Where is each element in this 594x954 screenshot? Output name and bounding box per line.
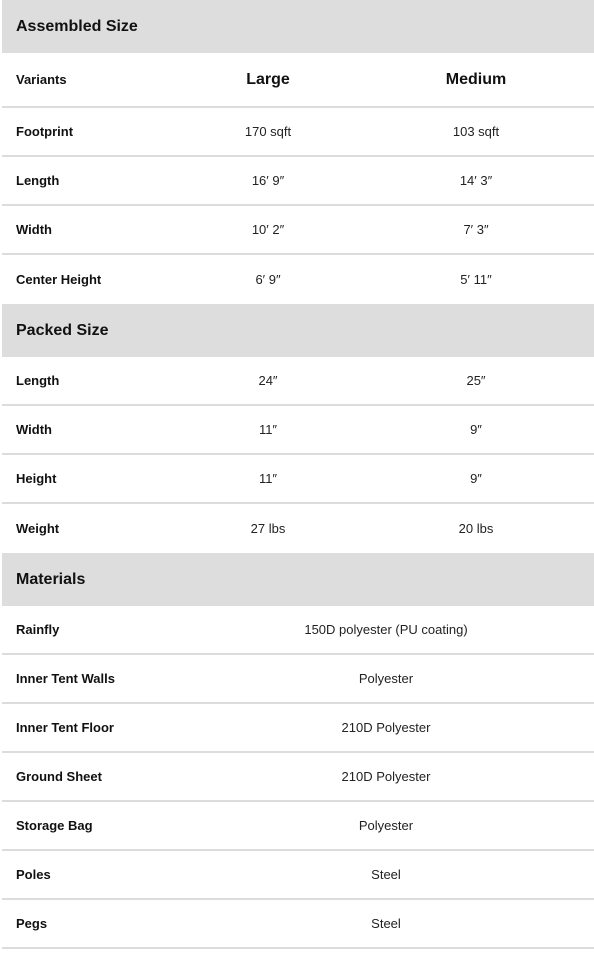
section-title: Assembled Size xyxy=(16,17,138,35)
value-large: 10′ 2″ xyxy=(251,222,285,237)
value-large: 11″ xyxy=(258,422,278,437)
row-label: Width xyxy=(16,222,52,237)
table-row xyxy=(2,406,594,455)
row-label: Length xyxy=(16,373,60,388)
table-row xyxy=(2,900,594,949)
table-row xyxy=(2,108,594,157)
row-label: Center Height xyxy=(16,272,102,287)
value-medium: 14′ 3″ xyxy=(459,173,493,188)
table-row xyxy=(2,606,594,655)
row-label: Poles xyxy=(16,867,51,882)
section-header-packed-size xyxy=(2,304,594,357)
material-value: 150D polyester (PU coating) xyxy=(304,622,468,637)
variants-label: Variants xyxy=(16,72,67,87)
row-label: Height xyxy=(16,471,57,486)
row-label: Inner Tent Walls xyxy=(16,671,115,686)
value-large: 16′ 9″ xyxy=(251,173,285,188)
row-label: Storage Bag xyxy=(16,818,93,833)
table-row xyxy=(2,704,594,753)
material-value: Steel xyxy=(371,867,401,882)
section-header-assembled-size xyxy=(2,0,594,53)
material-value: Polyester xyxy=(358,671,414,686)
table-row xyxy=(2,455,594,504)
row-label: Width xyxy=(16,422,52,437)
table-row xyxy=(2,206,594,255)
value-large: 6′ 9″ xyxy=(255,272,281,287)
row-label: Footprint xyxy=(16,124,74,139)
variants-row xyxy=(2,53,594,108)
row-label: Rainfly xyxy=(16,622,60,637)
table-row xyxy=(2,753,594,802)
table-row xyxy=(2,802,594,851)
table-row xyxy=(2,255,594,304)
variant-medium-header: Medium xyxy=(445,70,507,88)
material-value: 210D Polyester xyxy=(341,769,431,784)
table-row xyxy=(2,357,594,406)
table-row xyxy=(2,655,594,704)
section-header-materials xyxy=(2,553,594,606)
value-large: 170 sqft xyxy=(244,124,292,139)
section-title: Packed Size xyxy=(16,321,109,339)
value-medium: 5′ 11″ xyxy=(460,272,492,287)
value-medium: 103 sqft xyxy=(452,124,500,139)
row-label: Ground Sheet xyxy=(16,769,102,784)
value-large: 24″ xyxy=(258,373,278,388)
value-medium: 20 lbs xyxy=(458,521,494,536)
row-label: Inner Tent Floor xyxy=(16,720,114,735)
row-label: Length xyxy=(16,173,60,188)
material-value: 210D Polyester xyxy=(341,720,431,735)
table-row xyxy=(2,504,594,553)
table-row xyxy=(2,157,594,206)
value-large: 27 lbs xyxy=(250,521,286,536)
table-row xyxy=(2,851,594,900)
value-medium: 7′ 3″ xyxy=(463,222,489,237)
value-medium: 25″ xyxy=(466,373,486,388)
value-large: 11″ xyxy=(258,471,278,486)
value-medium: 9″ xyxy=(470,471,482,486)
material-value: Polyester xyxy=(358,818,414,833)
material-value: Steel xyxy=(371,916,401,931)
row-label: Weight xyxy=(16,521,60,536)
variant-large-header: Large xyxy=(246,70,290,88)
value-medium: 9″ xyxy=(470,422,482,437)
section-title: Materials xyxy=(16,570,86,588)
row-label: Pegs xyxy=(16,916,48,931)
spec-table xyxy=(2,0,594,949)
